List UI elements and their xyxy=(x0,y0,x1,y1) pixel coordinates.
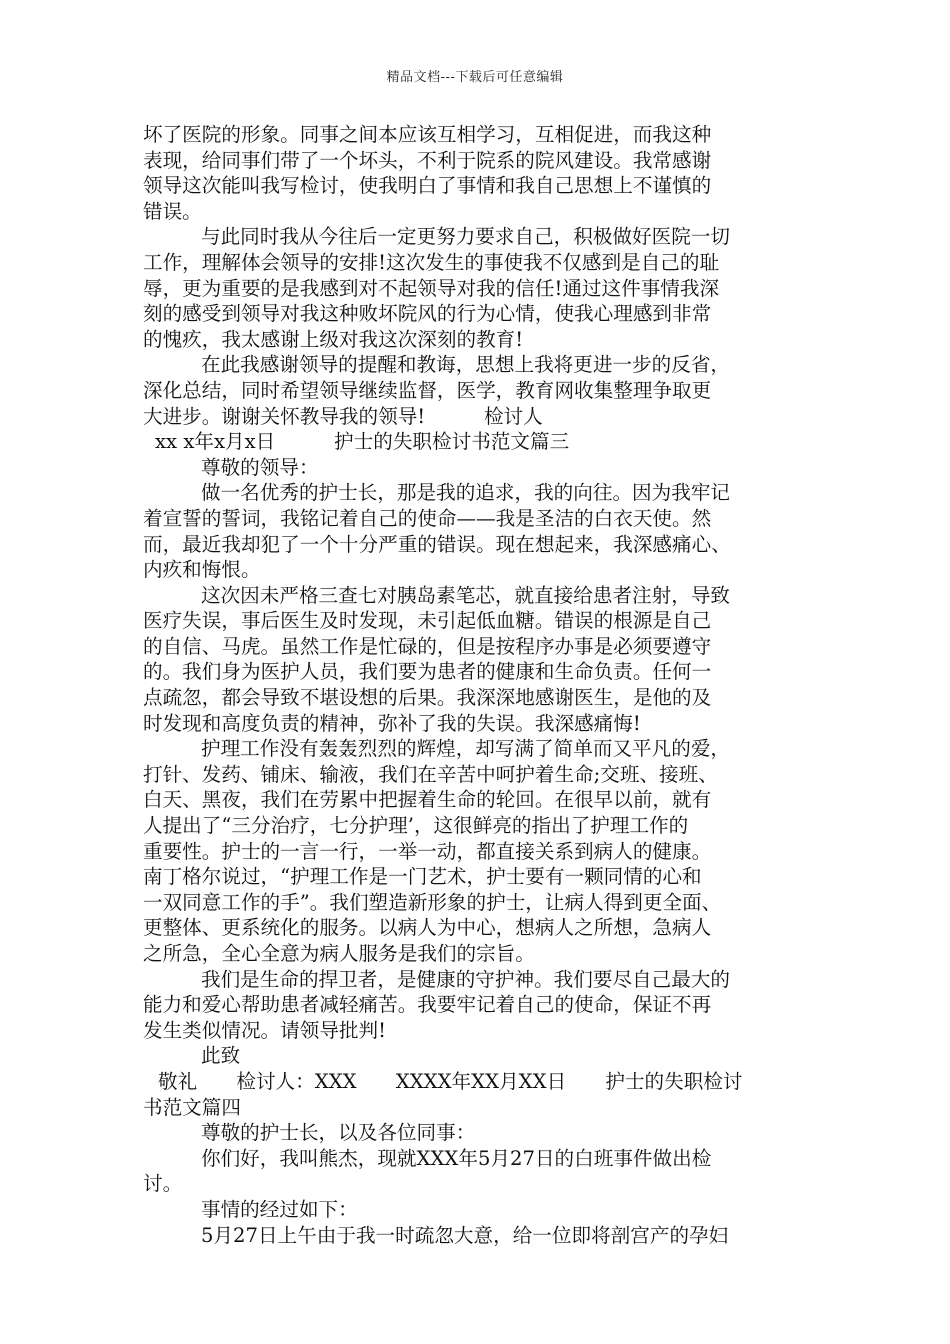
text-line: 的自信、马虎。虽然工作是忙碌的，但是按程序办事是必须要遵守 xyxy=(143,634,712,658)
text-line: 南丁格尔说过，“护理工作是一门艺术，护士要有一颗同情的心和 xyxy=(143,865,702,889)
text-line: 我们是生命的捍卫者，是健康的守护神。我们要尽自己最大的 xyxy=(201,967,731,991)
text-line: 的愧疚，我太感谢上级对我这次深刻的教育! xyxy=(143,327,524,351)
text-line: 白天、黑夜，我们在劳累中把握着生命的轮回。在很早以前，就有 xyxy=(143,788,712,812)
text-line: 深化总结，同时希望领导继续监督，医学，教育网收集整理争取更 xyxy=(143,378,712,402)
text-line: 内疚和悔恨。 xyxy=(143,558,261,582)
text-line: 人提出了“三分治疗，七分护理’，这很鲜亮的指出了护理工作的 xyxy=(143,814,689,838)
text-line: xx x年x月x日 护士的失职检讨书范文篇三 xyxy=(155,430,570,454)
text-line: 与此同时我从今往后一定更努力要求自己，积极做好医院一切 xyxy=(201,225,731,249)
text-line: 尊敬的领导： xyxy=(201,455,319,479)
text-line: 事情的经过如下： xyxy=(201,1197,358,1221)
text-line: 错误。 xyxy=(143,199,202,223)
text-line: 医疗失误，事后医生及时发现，未引起低血糖。错误的根源是自己 xyxy=(143,609,712,633)
text-line: 护理工作没有轰轰烈烈的辉煌，却写满了简单而又平凡的爱， xyxy=(201,737,731,761)
text-line: 时发现和高度负责的精神，弥补了我的失误。我深感痛悔! xyxy=(143,711,641,735)
text-line: 坏了医院的形象。同事之间本应该互相学习，互相促进，而我这种 xyxy=(143,123,712,146)
text-line: 刻的感受到领导对我这种败坏院风的行为心情，使我心理感到非常 xyxy=(143,302,712,326)
text-line: 着宣誓的誓词，我铭记着自己的使命——我是圣洁的白衣天使。然 xyxy=(143,506,712,530)
text-line: 此致 xyxy=(201,1044,241,1068)
text-line: 点疏忽，都会导致不堪设想的后果。我深深地感谢医生，是他的及 xyxy=(143,686,712,710)
text-line: 辱，更为重要的是我感到对不起领导对我的信任!通过这件事情我深 xyxy=(143,276,720,300)
text-line: 讨。 xyxy=(143,1172,183,1196)
text-line: 发生类似情况。请领导批判! xyxy=(143,1018,386,1042)
text-line: 表现，给同事们带了一个坏头，不利于院系的院风建设。我常感谢 xyxy=(143,148,712,172)
text-line: 这次因未严格三查七对胰岛素笔芯，就直接给患者注射，导致 xyxy=(201,583,731,607)
text-line: 做一名优秀的护士长，那是我的追求，我的向往。因为我牢记 xyxy=(201,481,731,505)
text-line: 重要性。护士的一言一行，一举一动，都直接关系到病人的健康。 xyxy=(143,839,712,863)
text-line: 尊敬的护士长，以及各位同事： xyxy=(201,1121,476,1145)
text-line: 大进步。谢谢关怀教导我的领导! 检讨人 xyxy=(143,404,543,428)
text-line: 而，最近我却犯了一个十分严重的错误。现在想起来，我深感痛心、 xyxy=(143,532,731,556)
text-line: 工作，理解体会领导的安排!这次发生的事使我不仅感到是自己的耻 xyxy=(143,250,720,274)
text-line: 之所急，全心全意为病人服务是我们的宗旨。 xyxy=(143,942,535,965)
text-line: 更整体、更系统化的服务。以病人为中心，想病人之所想，急病人 xyxy=(143,916,712,940)
text-line: 领导这次能叫我写检讨，使我明白了事情和我自己思想上不谨慎的 xyxy=(143,174,712,198)
text-line: 的。我们身为医护人员，我们要为患者的健康和生命负责。任何一 xyxy=(143,660,712,684)
text-line: 你们好，我叫熊杰，现就XXX年5月27日的白班事件做出检 xyxy=(201,1146,712,1170)
text-line: 敬礼 检讨人：XXX XXXX年XX月XX日 护士的失职检讨 xyxy=(158,1069,743,1093)
document-body xyxy=(143,122,815,1248)
text-line: 5月27日上午由于我一时疏忽大意，给一位即将剖宫产的孕妇 xyxy=(201,1223,729,1247)
text-line: 打针、发药、铺床、输液，我们在辛苦中呵护着生命;交班、接班、 xyxy=(143,762,718,786)
text-line: 书范文篇四 xyxy=(143,1095,241,1119)
text-line: 一双同意工作的手”。我们塑造新形象的护士，让病人得到更全面、 xyxy=(143,890,722,914)
page-header: 精品文档---下载后可任意编辑 xyxy=(386,70,564,85)
text-line: 能力和爱心帮助患者减轻痛苦。我要牢记着自己的使命，保证不再 xyxy=(143,993,712,1017)
text-line: 在此我感谢领导的提醒和教诲，思想上我将更进一步的反省， xyxy=(201,353,731,377)
